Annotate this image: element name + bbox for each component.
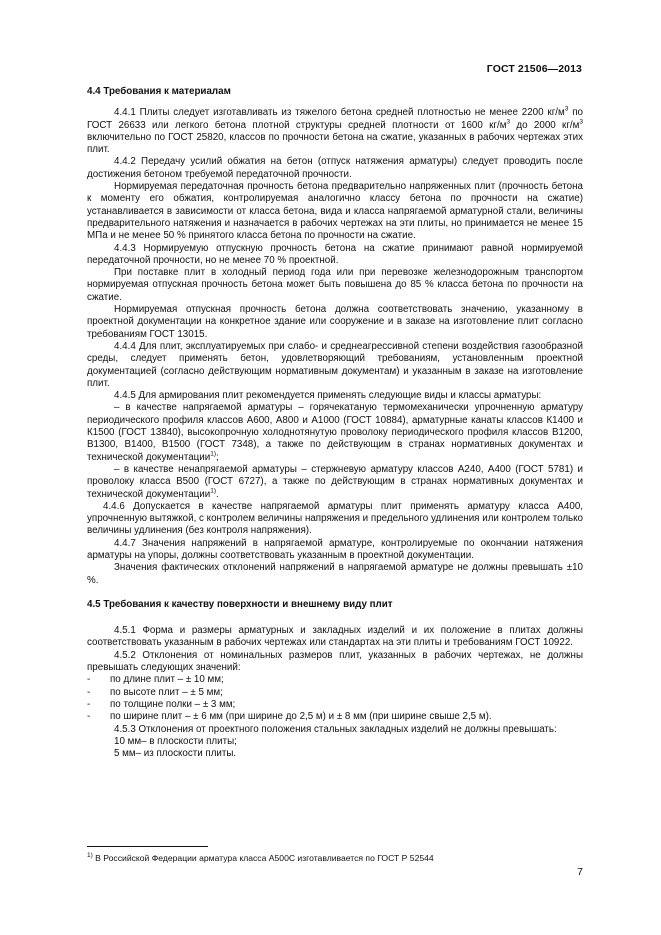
paragraph-4-4-6: 4.4.6 Допускается в качестве напрягаемой арматуры плит применять арматуру класса А400, упрочненную вытяжкой, с контролем величины напряжения и предельного удлинения или контролем только величины удлинения (без контроля напряжения). [87, 500, 583, 537]
paragraph-4-4-1: 4.4.1 Плиты следует изготавливать из тяжелого бетона средней плотностью не менее 2200 $кг/м^3$ по ГОСТ 26633 или легкого бетона плотной структуры средней плотности от 1600 $кг/м^3$ до 2000 $кг/м^3$ включительно по ГОСТ 25820, классов по прочности бетона на сжатие, указанных в рабочих чертежах этих плит. [87, 106, 583, 156]
paragraph-release-strength: Нормируемая отпускная прочность бетона должна соответствовать значению, указанному в проектной документации на конкретное здание или сооружение и в заказе на изготовление плит согласно требованиям ГОСТ 13015. [87, 304, 583, 340]
value-in-plane: 10 мм– в плоскости плиты; [114, 735, 237, 747]
list-item: - по высоте плит – ± 5 мм; [87, 686, 223, 698]
tolerance-list [87, 674, 583, 723]
standard-code: ГОСТ 21506—2013 [486, 63, 582, 75]
section-4-5-title: 4.5 Требования к качеству поверхности и внешнему виду плит [87, 598, 393, 610]
list-dash: - [87, 711, 91, 723]
list-dash: - [87, 698, 91, 710]
section-4-4-title: 4.4 Требования к материалам [87, 86, 231, 97]
paragraph-4-5-3: 4.5.3 Отклонения от проектного положения стальных закладных изделий не должны превышать: [114, 723, 557, 735]
paragraph-tension-deviation: Значения фактических отклонений напряжений в напрягаемой арматуре не должны превышать ±10 %. [87, 562, 583, 586]
paragraph-4-5-1: 4.5.1 Форма и размеры арматурных и закладных изделий и их положение в плитах должны соответствовать указанным в рабочих чертежах или стандартах на эти плиты и требованиям ГОСТ 10922. [87, 625, 583, 649]
paragraph-non-prestressed-reinforcement: – в качестве ненапрягаемой арматуры – стержневую арматуру классов А240, А400 (ГОСТ 5781) и проволоку класса В500 (ГОСТ 6727), а также по действующим в странах нормативных документах и технической документации$^{1)}$. [87, 463, 583, 500]
list-item: - по длине плит – ± 10 мм; [87, 674, 224, 686]
paragraph-4-4-3: 4.4.3 Нормируемую отпускную прочность бетона на сжатие принимают равной нормируемой передаточной прочности, но не менее 70 % проектной. [87, 242, 583, 266]
list-item: - по толщине полки – ± 3 мм; [87, 698, 236, 710]
paragraph-4-5-2: 4.5.2 Отклонения от номинальных размеров плит, указанных в рабочих чертежах, не должны превышать следующих значений: [87, 649, 583, 674]
paragraph-4-4-5: 4.4.5 Для армирования плит рекомендуется применять следующие виды и классы арматуры: [114, 390, 542, 402]
list-item: - по ширине плит – ± 6 мм (при ширине до 2,5 м) и ± 8 мм (при ширине свыше 2,5 м). [87, 711, 492, 723]
paragraph-4-4-7: 4.4.7 Значения напряжений в напрягаемой арматуре, контролируемые по окончании натяжения арматуры на упоры, должны соответствовать указанным в проектной документации. [87, 537, 583, 561]
paragraph-transfer-strength: Нормируемая передаточная прочность бетона предварительно напряженных плит (прочность бетона к моменту его обжатия, контролируемая аналогично классу бетона по прочности на сжатие) устанавливается в зависимости от класса бетона, вида и класса напрягаемой арматурной стали, величины предварительного натяжения и назначается в рабочих чертежах на эти плиты, но принимается не менее 15 МПа и не менее 50 % принятого класса бетона по прочности на сжатие. [87, 181, 583, 242]
paragraph-prestressed-reinforcement: – в качестве напрягаемой арматуры – горячекатаную термомеханически упрочненную арматуру периодического профиля классов А600, А800 и А1000 (ГОСТ 10884), арматурные канаты классов К1400 и К1500 (ГОСТ 13840), высокопрочную холоднотянутую проволоку периодического профиля классов В1200, В1300, В1400, В1500 (ГОСТ 7348), а также по действующим в странах нормативных документах и технической документации$^{1)}$; [87, 402, 583, 463]
paragraph-4-4-2: 4.4.2 Передачу усилий обжатия на бетон (отпуск натяжения арматуры) следует проводить после достижения бетоном требуемой передаточной прочности. [87, 156, 583, 180]
footnote: $^{1)}$ В Российской Федерации арматура класса А500С изготавливается по ГОСТ Р 52544 [87, 852, 434, 863]
page-content [87, 86, 583, 760]
paragraph-4-4-4: 4.4.4 Для плит, эксплуатируемых при слабо- и среднеагрессивной степени воздействия газообразной среды, следует применять бетон, удовлетворяющий требованиям, установленным проектной документацией (согласно действующим нормативным документам) и указанным в заказе на изготовление плит. [87, 340, 583, 389]
list-dash: - [87, 686, 91, 698]
page-number: 7 [577, 866, 583, 878]
paragraph-cold-period: При поставке плит в холодный период года или при перевозке железнодорожным транспортом нормируемая отпускная прочность бетона может быть повышена до 85 % класса бетона по прочности на сжатие. [87, 267, 583, 303]
list-dash: - [87, 674, 91, 686]
footnote-divider [87, 846, 208, 847]
value-out-of-plane: 5 мм– из плоскости плиты. [114, 748, 237, 760]
